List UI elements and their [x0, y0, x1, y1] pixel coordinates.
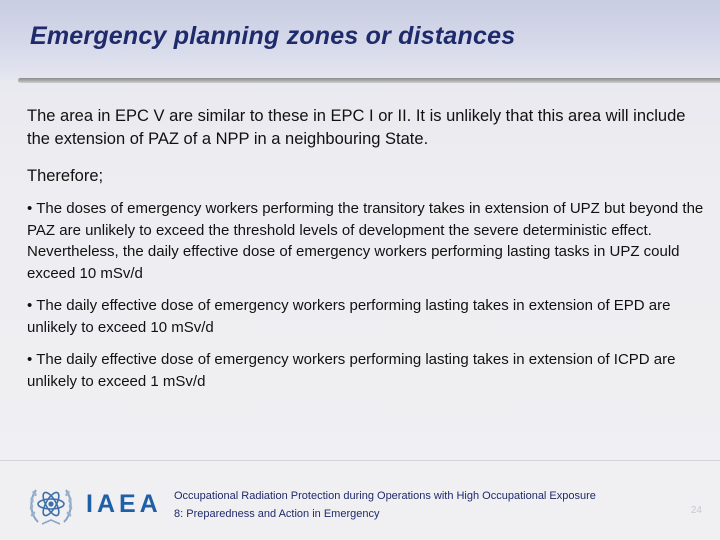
- slide-title: Emergency planning zones or distances: [30, 22, 516, 50]
- bullet-item: [27, 295, 707, 338]
- bullet-text: The daily effective dose of emergency workers performing lasting takes in extension of ICPD are unlikely to exceed 1 mSv/d: [27, 351, 676, 390]
- bullet-item: [27, 349, 707, 392]
- footer-course-title: Occupational Radiation Protection during Operations with High Occupational Exposure: [174, 490, 596, 502]
- bullet-text: The doses of emergency workers performing the transitory takes in extension of UPZ but beyond the PAZ are unlikely to exceed the threshold levels of development the severe deterministic effect. Nevertheless, the daily effective dose of emergency workers performing lasting tasks in UPZ could exceed 10 mSv/d: [27, 200, 704, 282]
- footer-divider: [0, 460, 720, 461]
- bullet-marker: •: [27, 200, 33, 217]
- bullet-text: The daily effective dose of emergency workers performing lasting takes in extension of EPD are unlikely to exceed 10 mSv/d: [27, 297, 671, 336]
- iaea-wordmark: IAEA: [86, 490, 162, 518]
- slide-content: [27, 105, 707, 403]
- therefore-label: Therefore;: [27, 167, 104, 185]
- iaea-emblem-icon: [26, 480, 76, 530]
- footer-module-title: 8: Preparedness and Action in Emergency: [174, 508, 380, 520]
- title-divider: [18, 78, 720, 83]
- page-number: 24: [690, 505, 702, 516]
- bullet-marker: •: [27, 297, 33, 314]
- intro-paragraph: The area in EPC V are similar to these in EPC I or II. It is unlikely that this area will include the extension of PAZ of a NPP in a neighbouring State.: [27, 107, 686, 148]
- title-band: [0, 0, 720, 80]
- bullet-item: [27, 198, 707, 284]
- footer-caption: [174, 487, 596, 523]
- bullet-marker: •: [27, 351, 33, 368]
